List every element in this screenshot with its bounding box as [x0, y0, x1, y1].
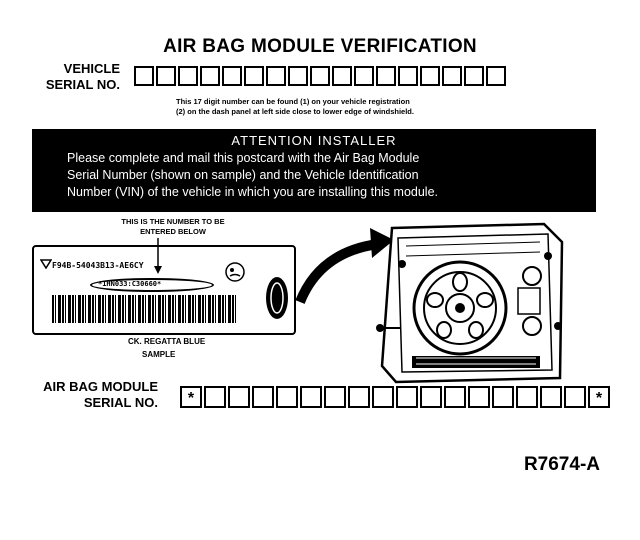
airbag-serial-char-box[interactable] [396, 386, 418, 408]
sample-module-label [32, 245, 296, 335]
serial-number-sample: *1HN033:C30660* [98, 280, 162, 288]
vin-char-box[interactable] [244, 66, 264, 86]
sample-caption: SAMPLE [142, 350, 176, 359]
airbag-module-illustration [372, 216, 576, 388]
airbag-serial-char-box[interactable] [516, 386, 538, 408]
vin-entry-boxes [134, 66, 508, 86]
airbag-serial-char-box[interactable] [540, 386, 562, 408]
vin-char-box[interactable] [332, 66, 352, 86]
part-number: F94B-54043B13-AE6CY [52, 261, 144, 270]
vin-char-box[interactable] [266, 66, 286, 86]
airbag-serial-char-box[interactable] [492, 386, 514, 408]
figure-code: R7674-A [523, 454, 600, 475]
airbag-serial-label: AIR BAG MODULE SERIAL NO. [43, 379, 158, 410]
airbag-serial-char-box[interactable] [324, 386, 346, 408]
attention-banner [32, 129, 596, 212]
vin-char-box[interactable] [442, 66, 462, 86]
airbag-serial-char-box[interactable] [468, 386, 490, 408]
airbag-serial-char-box[interactable] [204, 386, 226, 408]
airbag-serial-char-box[interactable] [444, 386, 466, 408]
attention-heading: ATTENTION INSTALLER [231, 133, 397, 148]
label-color: CK. REGATTA BLUE [128, 337, 206, 346]
vin-char-box[interactable] [222, 66, 242, 86]
vin-location-note: This 17 digit number can be found (1) on your vehicle registration (2) on the dash panel at left side close to lower edge of windshield. [176, 97, 414, 116]
airbag-warning-icon [224, 261, 246, 283]
airbag-serial-char-box[interactable] [372, 386, 394, 408]
vin-char-box[interactable] [156, 66, 176, 86]
airbag-serial-char-box[interactable] [564, 386, 586, 408]
vin-char-box[interactable] [398, 66, 418, 86]
vin-char-box[interactable] [288, 66, 308, 86]
vin-char-box[interactable] [486, 66, 506, 86]
vin-char-box[interactable] [310, 66, 330, 86]
vin-char-box[interactable] [376, 66, 396, 86]
vin-char-box[interactable] [464, 66, 484, 86]
airbag-serial-char-box[interactable] [228, 386, 250, 408]
airbag-serial-entry-boxes [180, 386, 612, 408]
vin-char-box[interactable] [178, 66, 198, 86]
brand-logo-icon [264, 275, 290, 321]
page-title: AIR BAG MODULE VERIFICATION [163, 36, 477, 57]
airbag-serial-char-box[interactable] [300, 386, 322, 408]
vehicle-serial-label: VEHICLE SERIAL NO. [45, 61, 120, 92]
airbag-serial-char-box[interactable] [252, 386, 274, 408]
vin-char-box[interactable] [134, 66, 154, 86]
barcode [52, 295, 238, 323]
vin-char-box[interactable] [420, 66, 440, 86]
airbag-serial-char-box[interactable] [276, 386, 298, 408]
attention-body: Please complete and mail this postcard with the Air Bag Module Serial Number (shown on sample) and the Vehicle Identification Number (VIN) of the vehicle in which you are installing this module. [67, 151, 439, 199]
airbag-serial-char-box[interactable] [420, 386, 442, 408]
triangle-icon [40, 259, 52, 269]
airbag-serial-char-box[interactable]: * [180, 386, 202, 408]
airbag-serial-char-box[interactable]: * [588, 386, 610, 408]
airbag-serial-char-box[interactable] [348, 386, 370, 408]
vin-char-box[interactable] [354, 66, 374, 86]
serial-callout: THIS IS THE NUMBER TO BE ENTERED BELOW [121, 217, 225, 236]
vin-char-box[interactable] [200, 66, 220, 86]
